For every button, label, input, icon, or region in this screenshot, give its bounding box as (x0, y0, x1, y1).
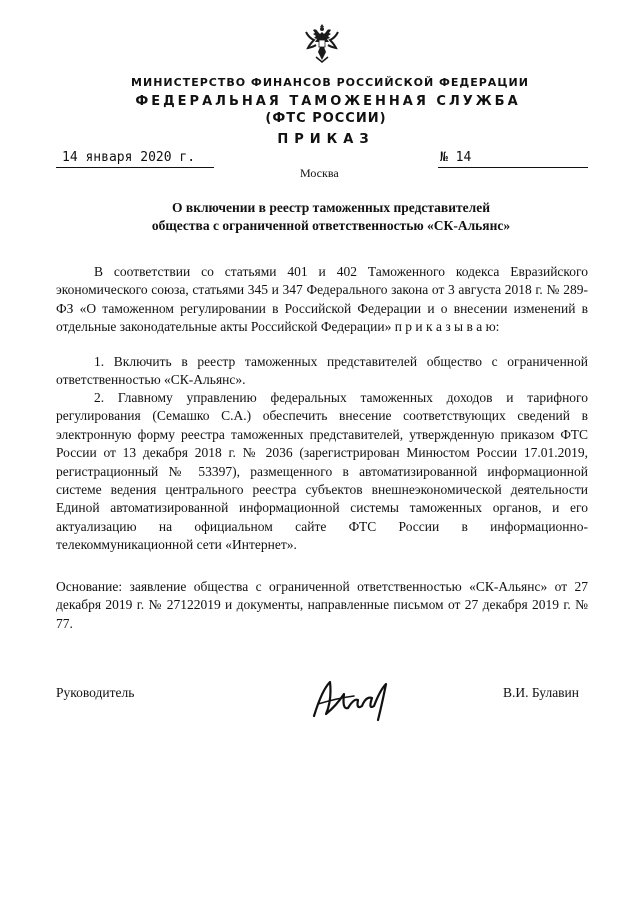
document-type: ПРИКАЗ (277, 132, 375, 147)
signer-name: В.И. Булавин (503, 685, 580, 700)
issue-city: Москва (300, 166, 339, 180)
order-item-1: 1. Включить в реестр таможенных представителей общество с ограниченной ответственностью «СК-Альянс». (56, 354, 588, 388)
service-name: ФЕДЕРАЛЬНАЯ ТАМОЖЕННАЯ СЛУЖБА (135, 94, 521, 109)
handwritten-signature (308, 670, 404, 726)
preamble-paragraph: В соответствии со статьями 401 и 402 Таможенного кодекса Евразийского экономического союза, статьями 345 и 347 Федерального закона от 3 августа 2018 г. № 289-ФЗ «О таможенном регулировании в Российской Федерации и о внесении изменений в отдельные законодательные акты Российской Федерации» п р и к а з ы в а ю: (56, 264, 588, 335)
order-number: № 14 (440, 150, 472, 165)
order-date: 14 января 2020 г. (62, 150, 196, 165)
order-title-line-2: общества с ограниченной ответственностью «СК-Альянс» (151, 218, 511, 233)
number-underline (438, 167, 588, 168)
signer-position: Руководитель (56, 685, 135, 700)
coat-of-arms-icon (302, 20, 342, 64)
order-item-2: 2. Главному управлению федеральных таможенных доходов и тарифного регулирования (Семашко С.А.) обеспечить внесение соответствующих сведений в электронную форму реестра таможенных представителей, утвержденную приказом ФТС России от 13 декабря 2018 г. № 2036 (зарегистрирован Минюстом России 17.01.2019, регистрационный № 53397), размещенного в автоматизированной информационной системе ведения центрального реестра субъектов внешнеэкономической деятельности Единой автоматизированной информационной системы таможенных органов, и его актуализацию на официальном сайте ФТС России в информационно-телекоммуникационной сети «Интернет». (56, 390, 588, 553)
ministry-name: МИНИСТЕРСТВО ФИНАНСОВ РОССИЙСКОЙ ФЕДЕРАЦИИ (131, 76, 529, 89)
order-title-line-1: О включении в реестр таможенных представителей (172, 200, 490, 215)
date-underline (56, 167, 214, 168)
service-abbreviation: (ФТС РОССИИ) (265, 111, 387, 126)
basis-paragraph: Основание: заявление общества с ограниченной ответственностью «СК-Альянс» от 27 декабря 2019 г. № 27122019 и документы, направленные письмом от 27 декабря 2019 г. № 77. (56, 579, 588, 631)
